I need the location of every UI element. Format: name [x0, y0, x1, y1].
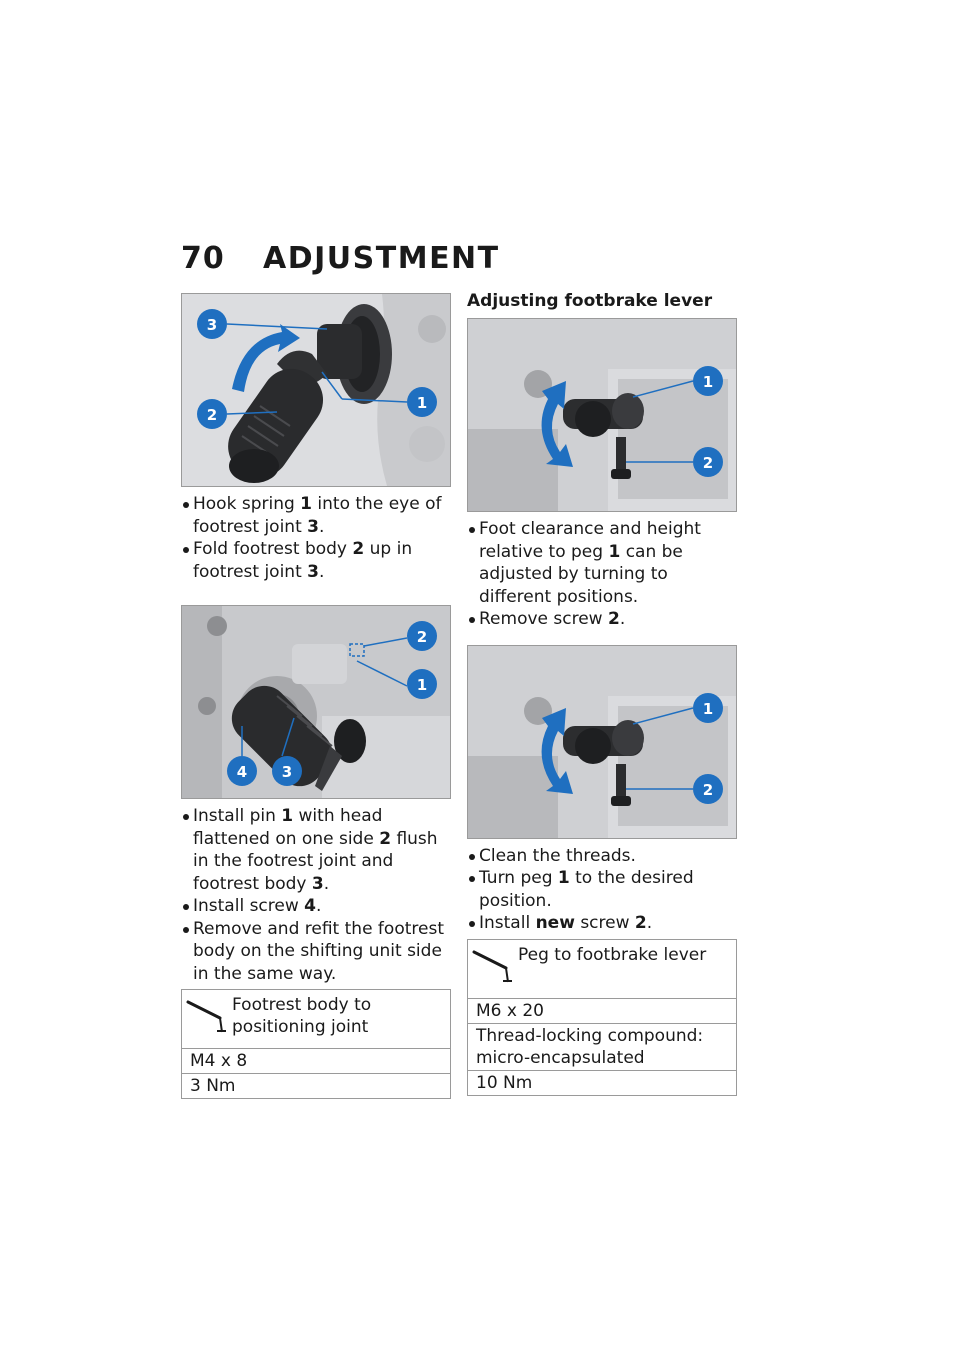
- spec-row: 3 Nm: [190, 1076, 236, 1096]
- brake-peg-illustration-2: [468, 646, 736, 838]
- brake-peg-illustration: [468, 319, 736, 511]
- callout-badge: 2: [702, 780, 714, 799]
- section-title: Adjusting footbrake lever: [467, 291, 713, 311]
- spec-title: Footrest body to positioning joint: [232, 995, 372, 1037]
- spec-row: M6 x 20: [468, 999, 736, 1024]
- figure-footrest-pin: [181, 605, 451, 799]
- callout-badge: 2: [206, 406, 218, 424]
- footrest-pin-illustration: [182, 606, 450, 798]
- right-column: [467, 290, 737, 1096]
- instruction-list-1: [181, 493, 451, 583]
- list-item: Clean the threads.: [467, 845, 737, 868]
- callout-badge: 3: [206, 316, 218, 334]
- spec-header: [468, 940, 736, 999]
- list-item: Install screw 4.: [181, 895, 451, 918]
- list-item: Remove and refit the footrest body on the shifting unit side in the same way.: [181, 918, 451, 986]
- figure-brake-peg-1: [467, 318, 737, 512]
- list-item: Install new screw 2.: [467, 912, 737, 935]
- list-item: Foot clearance and height relative to peg 1 can be adjusted by turning to different positions.: [467, 518, 737, 608]
- spec-row: Thread-locking compound: micro-encapsulated: [468, 1024, 736, 1071]
- chapter-title: ADJUSTMENT: [263, 240, 500, 276]
- instruction-list-2: [181, 805, 451, 985]
- list-item: Fold footrest body 2 up in footrest joint 3.: [181, 538, 451, 583]
- list-item: Hook spring 1 into the eye of footrest joint 3.: [181, 493, 451, 538]
- torque-wrench-icon: [472, 948, 514, 989]
- footrest-spring-illustration: [182, 294, 450, 486]
- list-item: Remove screw 2.: [467, 608, 737, 631]
- callout-badge: 1: [702, 699, 714, 718]
- torque-wrench-icon: [186, 998, 228, 1039]
- callout-badge: 4: [236, 763, 248, 781]
- callout-badge: 3: [281, 763, 293, 781]
- callout-badge: 1: [416, 676, 428, 694]
- page-number: 70: [181, 240, 225, 276]
- callout-badge: 2: [416, 628, 428, 646]
- figure-footrest-spring: [181, 293, 451, 487]
- callout-badge: 2: [702, 454, 714, 472]
- spec-title: Peg to footbrake lever: [518, 944, 707, 965]
- instruction-list-4: [467, 845, 737, 935]
- torque-spec-footrest: [181, 989, 451, 1099]
- spec-header: [182, 990, 450, 1049]
- torque-spec-brake-peg: [467, 939, 737, 1096]
- page-header: [181, 240, 500, 276]
- list-item: Install pin 1 with head flattened on one side 2 flush in the footrest joint and footrest body 3.: [181, 805, 451, 895]
- callout-badge: 1: [702, 373, 714, 391]
- spec-row: M4 x 8: [182, 1049, 450, 1074]
- callout-badge: 1: [416, 394, 428, 412]
- instruction-list-3: [467, 518, 737, 631]
- list-item: Turn peg 1 to the desired position.: [467, 867, 737, 912]
- spec-row: 10 Nm: [476, 1072, 533, 1093]
- figure-brake-peg-2: [467, 645, 737, 839]
- left-column: [181, 293, 451, 1099]
